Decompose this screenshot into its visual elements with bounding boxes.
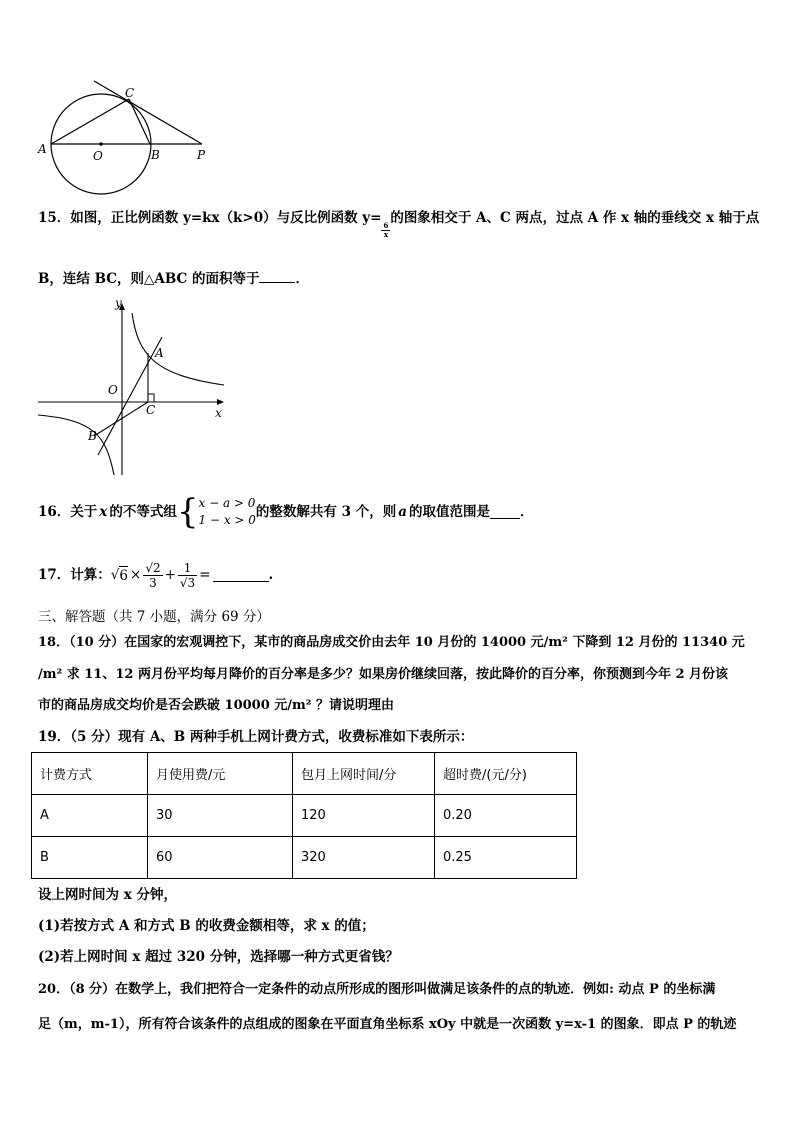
label-o: O bbox=[108, 383, 118, 397]
q17-end: . bbox=[268, 567, 274, 583]
right-angle-mark bbox=[148, 394, 154, 402]
segment-bc bbox=[94, 402, 148, 436]
table-cell: 30 bbox=[148, 795, 293, 837]
header-cell: 月使用费/元 bbox=[148, 753, 293, 795]
q19-after1: 设上网时间为 x 分钟， bbox=[38, 887, 177, 903]
center-point bbox=[99, 142, 103, 146]
header-cell: 计费方式 bbox=[32, 753, 148, 795]
label-y: y bbox=[115, 296, 122, 310]
q15-text-a: 15．如图，正比例函数 y=kx（k>0）与反比例函数 y= bbox=[38, 210, 382, 226]
q15-line1 bbox=[38, 209, 760, 239]
q17-plus: + bbox=[164, 567, 176, 583]
label-a: A bbox=[38, 142, 47, 156]
label-c: C bbox=[146, 403, 156, 417]
label-x: x bbox=[215, 406, 222, 420]
x-axis-arrow bbox=[217, 399, 224, 405]
label-b: B bbox=[88, 429, 97, 443]
tangent-line bbox=[94, 81, 202, 144]
q19-after3: (2)若上网时间 x 超过 320 分钟，选择哪一种方式更省钱？ bbox=[38, 949, 399, 965]
q16-end: ． bbox=[519, 504, 534, 520]
table-cell: B bbox=[32, 837, 148, 879]
q16-var-x: x bbox=[99, 504, 108, 520]
q20-line1: 20．（8 分）在数学上，我们把符合一定条件的动点所形成的图形叫做满足该条件的点的轨迹．例如: 动点 P 的坐标满 bbox=[38, 982, 716, 997]
label-c: C bbox=[125, 86, 135, 100]
q17-answer-blank[interactable] bbox=[213, 569, 269, 582]
frac1-num: √2 bbox=[145, 560, 161, 575]
q19-intro: 19．（5 分）现有 A、B 两种手机上网计费方式，收费标准如下表所示： bbox=[38, 729, 474, 745]
q15-text-b: 的图象相交于 A、C 两点，过点 A 作 x 轴的垂线交 x 轴于点 bbox=[390, 210, 760, 226]
table-cell: A bbox=[32, 795, 148, 837]
table-row bbox=[32, 795, 577, 837]
q17-eq: = bbox=[199, 567, 211, 583]
table-cell: 320 bbox=[293, 837, 435, 879]
table-row bbox=[32, 837, 577, 879]
frac-denominator: x bbox=[383, 230, 388, 239]
table-cell: 60 bbox=[148, 837, 293, 879]
q17-frac-1 bbox=[143, 561, 162, 590]
fee-table bbox=[31, 752, 577, 879]
table-header-row bbox=[32, 753, 577, 795]
hyperbola-branch-1 bbox=[132, 313, 224, 385]
hyperbola-figure bbox=[34, 295, 234, 480]
q16-suffix-b: 的取值范围是 bbox=[408, 504, 490, 520]
brace-icon: { bbox=[176, 492, 199, 532]
table-cell: 120 bbox=[293, 795, 435, 837]
q16-prefix: 16．关于 bbox=[38, 504, 98, 520]
header-cell: 超时费/(元/分) bbox=[435, 753, 577, 795]
q16-var-a: a bbox=[398, 504, 407, 520]
q18-line3: 市的商品房成交均价是否会跌破 10000 元/m² ？请说明理由 bbox=[38, 698, 395, 713]
q16-suffix-a: 的整数解共有 3 个，则 bbox=[255, 504, 397, 520]
q20-line2: 足（m，m-1），所有符合该条件的点组成的图象在平面直角坐标系 xOy 中就是一次函数 y=x-1 的图象．即点 P 的轨迹 bbox=[38, 1017, 737, 1032]
label-a: A bbox=[155, 346, 164, 360]
q15-answer-blank[interactable] bbox=[259, 270, 295, 283]
q18-line2: /m² 求 11、12 两月份平均每月降价的百分率是多少？如果房价继续回落，按此降价的百分率，你预测到今年 2 月份该 bbox=[38, 667, 729, 682]
label-p: P bbox=[197, 148, 206, 162]
header-cell: 包月上网时间/分 bbox=[293, 753, 435, 795]
chord-cb bbox=[129, 99, 150, 144]
inequality-system bbox=[176, 492, 256, 532]
inequality-lines bbox=[199, 495, 256, 529]
frac1-den: 3 bbox=[149, 575, 157, 590]
sqrt-icon: √ bbox=[110, 567, 120, 583]
q16-mid: 的不等式组 bbox=[109, 504, 177, 520]
inequality-2: 1 − x > 0 bbox=[198, 513, 256, 527]
inequality-1: x − a > 0 bbox=[198, 496, 256, 510]
table-cell: 0.20 bbox=[435, 795, 577, 837]
chord-ac bbox=[51, 99, 129, 144]
label-b: B bbox=[151, 148, 160, 162]
q15-text-c: B，连结 BC，则△ABC 的面积等于 bbox=[38, 271, 260, 287]
q17-times: × bbox=[130, 567, 142, 583]
circle-tangent-figure bbox=[30, 70, 220, 195]
q16-answer-blank[interactable] bbox=[490, 506, 520, 519]
q18-line1: 18．（10 分）在国家的宏观调控下，某市的商品房成交价由去年 10 月份的 14000 元/m² 下降到 12 月份的 11340 元 bbox=[38, 635, 745, 650]
q16-line bbox=[38, 492, 533, 532]
frac2-den: √3 bbox=[179, 575, 196, 590]
q17-line bbox=[38, 555, 273, 595]
q17-prefix: 17．计算： bbox=[38, 567, 111, 583]
q15-fraction bbox=[381, 222, 390, 239]
frac2-num: 1 bbox=[178, 561, 197, 576]
q17-frac-2 bbox=[178, 561, 197, 590]
q17-sqrt6: 6 bbox=[119, 567, 128, 584]
q15-end: ． bbox=[295, 271, 309, 287]
q15-line2 bbox=[38, 270, 309, 288]
section-3-heading: 三、解答题（共 7 小题，满分 69 分） bbox=[38, 609, 270, 625]
frac-numerator: 6 bbox=[383, 221, 389, 230]
hyperbola-branch-2 bbox=[38, 415, 114, 475]
table-cell: 0.25 bbox=[435, 837, 577, 879]
label-o: O bbox=[93, 149, 103, 163]
q19-after2: (1)若按方式 A 和方式 B 的收费金额相等，求 x 的值； bbox=[38, 918, 375, 934]
